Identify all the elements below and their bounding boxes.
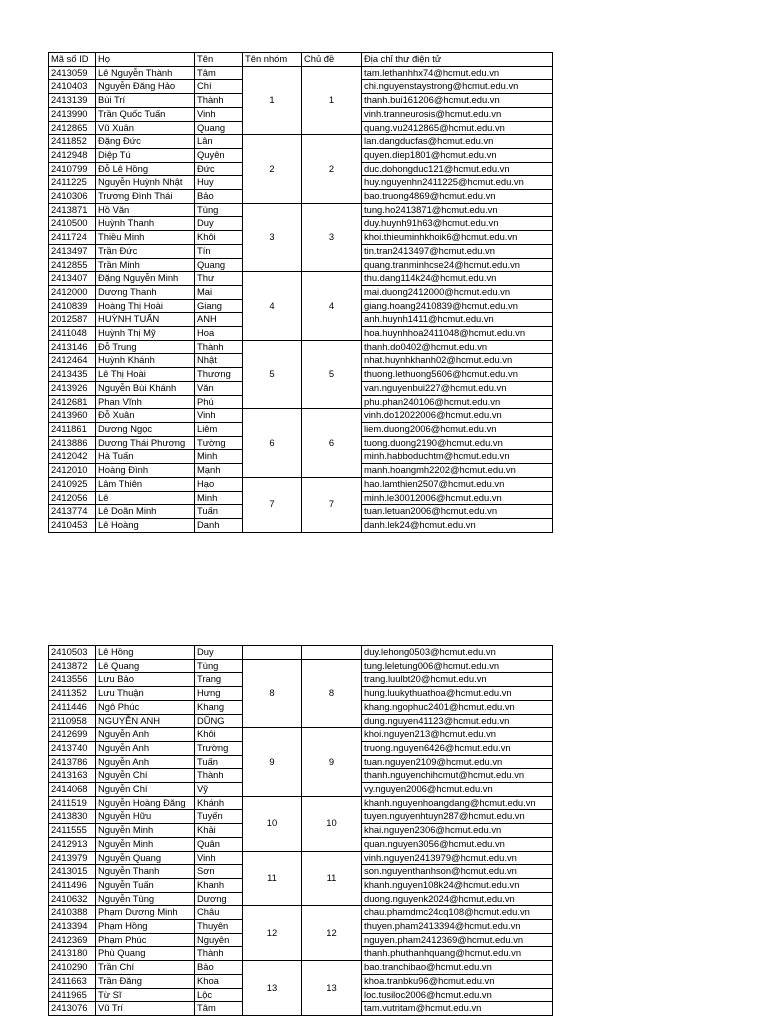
email-cell: tuong.duong2190@hcmut.edu.vn — [362, 436, 553, 450]
student-id-cell: 2412681 — [49, 395, 96, 409]
email-cell: tam.lethanhhx74@hcmut.edu.vn — [362, 66, 553, 80]
table-row — [49, 203, 553, 217]
last-name-cell: Dương Thái Phương — [96, 436, 195, 450]
student-id-cell: 2412855 — [49, 258, 96, 272]
last-name-cell: Bùi Trí — [96, 94, 195, 108]
table-row — [49, 340, 553, 354]
last-name-cell: Từ Sĩ — [96, 988, 195, 1002]
student-id-cell: 2413435 — [49, 368, 96, 382]
email-cell: tam.vutritam@hcmut.edu.vn — [362, 1002, 553, 1016]
email-cell: thu.dang114k24@hcmut.edu.vn — [362, 272, 553, 286]
last-name-cell: Nguyễn Huỳnh Nhật — [96, 176, 195, 190]
email-cell: huy.nguyenhn2411225@hcmut.edu.vn — [362, 176, 553, 190]
student-id-cell: 2413886 — [49, 436, 96, 450]
last-name-cell: Dương Ngọc — [96, 422, 195, 436]
table-row — [49, 66, 553, 80]
column-header: Họ — [96, 53, 195, 67]
student-id-cell: 2413146 — [49, 340, 96, 354]
student-id-cell: 2413497 — [49, 244, 96, 258]
last-name-cell: Thiều Minh — [96, 231, 195, 245]
last-name-cell: HUỲNH TUẤN — [96, 313, 195, 327]
student-id-cell: 2411724 — [49, 231, 96, 245]
last-name-cell: Trương Đình Thái — [96, 190, 195, 204]
last-name-cell: Huỳnh Thanh — [96, 217, 195, 231]
first-name-cell: Minh — [195, 491, 243, 505]
first-name-cell: Quyên — [195, 148, 243, 162]
last-name-cell: Nguyễn Đăng Hảo — [96, 80, 195, 94]
email-cell: duc.dohongduc121@hcmut.edu.vn — [362, 162, 553, 176]
first-name-cell: Đức — [195, 162, 243, 176]
first-name-cell: Tuấn — [195, 755, 243, 769]
student-id-cell: 2413015 — [49, 865, 96, 879]
email-cell: khang.ngophuc2401@hcmut.edu.vn — [362, 700, 553, 714]
last-name-cell: Trần Đăng — [96, 974, 195, 988]
first-name-cell: Vinh — [195, 851, 243, 865]
first-name-cell: Thành — [195, 94, 243, 108]
email-cell: khoi.thieuminhkhoik6@hcmut.edu.vn — [362, 231, 553, 245]
student-id-cell: 2410388 — [49, 906, 96, 920]
email-cell: tuan.letuan2006@hcmut.edu.vn — [362, 505, 553, 519]
student-id-cell: 2413076 — [49, 1002, 96, 1016]
first-name-cell: Chí — [195, 80, 243, 94]
group-name-cell: 10 — [243, 796, 302, 851]
group-name-cell: 6 — [243, 409, 302, 478]
last-name-cell: Nguyễn Anh — [96, 728, 195, 742]
last-name-cell: Ngô Phúc — [96, 700, 195, 714]
student-id-cell: 2413871 — [49, 203, 96, 217]
student-id-cell: 2411352 — [49, 687, 96, 701]
topic-cell: 13 — [302, 961, 362, 1016]
student-id-cell: 2413926 — [49, 381, 96, 395]
first-name-cell: Khánh — [195, 796, 243, 810]
email-cell: hao.lamthien2507@hcmut.edu.vn — [362, 477, 553, 491]
last-name-cell: Nguyễn Tuấn — [96, 878, 195, 892]
student-id-cell: 2412056 — [49, 491, 96, 505]
first-name-cell: Duy — [195, 646, 243, 660]
table-row — [49, 135, 553, 149]
topic-cell: 7 — [302, 477, 362, 532]
column-header: Tên nhóm — [243, 53, 302, 67]
first-name-cell: Tùng — [195, 203, 243, 217]
student-id-cell: 2411555 — [49, 824, 96, 838]
student-id-cell: 2411663 — [49, 974, 96, 988]
student-id-cell: 2410403 — [49, 80, 96, 94]
table-row — [49, 796, 553, 810]
student-id-cell: 2413740 — [49, 741, 96, 755]
first-name-cell: Bảo — [195, 961, 243, 975]
topic-cell: 11 — [302, 851, 362, 906]
last-name-cell: Vũ Xuân — [96, 121, 195, 135]
group-name-cell — [243, 646, 302, 660]
student-id-cell: 2412699 — [49, 728, 96, 742]
table-row — [49, 409, 553, 423]
first-name-cell: Tín — [195, 244, 243, 258]
first-name-cell: Minh — [195, 450, 243, 464]
student-id-cell: 2413872 — [49, 659, 96, 673]
first-name-cell: Thành — [195, 769, 243, 783]
student-id-cell: 2413180 — [49, 947, 96, 961]
student-id-cell: 2410453 — [49, 518, 96, 532]
last-name-cell: Vũ Trí — [96, 1002, 195, 1016]
email-cell: chau.phamdmc24cq108@hcmut.edu.vn — [362, 906, 553, 920]
email-cell: quan.nguyen3056@hcmut.edu.vn — [362, 837, 553, 851]
group-name-cell: 2 — [243, 135, 302, 204]
email-cell: chi.nguyenstaystrong@hcmut.edu.vn — [362, 80, 553, 94]
last-name-cell: Trần Đức — [96, 244, 195, 258]
last-name-cell: Phạm Phúc — [96, 933, 195, 947]
first-name-cell: Tuyến — [195, 810, 243, 824]
first-name-cell: Lân — [195, 135, 243, 149]
email-cell: khanh.nguyen108k24@hcmut.edu.vn — [362, 878, 553, 892]
first-name-cell: Thuyên — [195, 920, 243, 934]
email-cell: tuan.nguyen2109@hcmut.edu.vn — [362, 755, 553, 769]
last-name-cell: Đỗ Lê Hồng — [96, 162, 195, 176]
email-cell: liem.duong2006@hcmut.edu.vn — [362, 422, 553, 436]
first-name-cell: Châu — [195, 906, 243, 920]
last-name-cell: Nguyễn Minh — [96, 837, 195, 851]
first-name-cell: Thành — [195, 340, 243, 354]
email-cell: vinh.do12022006@hcmut.edu.vn — [362, 409, 553, 423]
email-cell: quyen.diep1801@hcmut.edu.vn — [362, 148, 553, 162]
topic-cell: 6 — [302, 409, 362, 478]
student-id-cell: 2413407 — [49, 272, 96, 286]
first-name-cell: Tùng — [195, 659, 243, 673]
last-name-cell: Hồ Văn — [96, 203, 195, 217]
first-name-cell: Phú — [195, 395, 243, 409]
first-name-cell: Sơn — [195, 865, 243, 879]
email-cell: khanh.nguyenhoangdang@hcmut.edu.vn — [362, 796, 553, 810]
last-name-cell: Trần Minh — [96, 258, 195, 272]
email-cell: hung.luukythuathoa@hcmut.edu.vn — [362, 687, 553, 701]
last-name-cell: Lưu Thuận — [96, 687, 195, 701]
email-cell: quang.tranminhcse24@hcmut.edu.vn — [362, 258, 553, 272]
email-cell: truong.nguyen6426@hcmut.edu.vn — [362, 741, 553, 755]
first-name-cell: Huy — [195, 176, 243, 190]
column-header: Chủ đề — [302, 53, 362, 67]
email-cell: vy.nguyen2006@hcmut.edu.vn — [362, 783, 553, 797]
first-name-cell: Trang — [195, 673, 243, 687]
student-id-cell: 2413979 — [49, 851, 96, 865]
group-name-cell: 8 — [243, 659, 302, 728]
student-id-cell: 2410839 — [49, 299, 96, 313]
email-cell: thanh.do0402@hcmut.edu.vn — [362, 340, 553, 354]
first-name-cell: Nhật — [195, 354, 243, 368]
last-name-cell: Trần Chí — [96, 961, 195, 975]
student-id-cell: 2411852 — [49, 135, 96, 149]
student-id-cell: 2411519 — [49, 796, 96, 810]
first-name-cell: Dương — [195, 892, 243, 906]
email-cell: thuong.lethuong5606@hcmut.edu.vn — [362, 368, 553, 382]
email-cell: mai.duong2412000@hcmut.edu.vn — [362, 285, 553, 299]
first-name-cell: DŨNG — [195, 714, 243, 728]
student-id-cell: 2410306 — [49, 190, 96, 204]
first-name-cell: Thư — [195, 272, 243, 286]
last-name-cell: Huỳnh Khánh — [96, 354, 195, 368]
student-id-cell: 2413163 — [49, 769, 96, 783]
first-name-cell: Vỹ — [195, 783, 243, 797]
student-id-cell: 2412000 — [49, 285, 96, 299]
student-id-cell: 2412369 — [49, 933, 96, 947]
email-cell: giang.hoang2410839@hcmut.edu.vn — [362, 299, 553, 313]
last-name-cell: Lưu Bảo — [96, 673, 195, 687]
last-name-cell: Đặng Nguyễn Minh — [96, 272, 195, 286]
last-name-cell: Lâm Thiên — [96, 477, 195, 491]
last-name-cell: Lê — [96, 491, 195, 505]
email-cell: thanh.nguyenchihcmut@hcmut.edu.vn — [362, 769, 553, 783]
email-cell: dung.nguyen41123@hcmut.edu.vn — [362, 714, 553, 728]
email-cell: quang.vu2412865@hcmut.edu.vn — [362, 121, 553, 135]
email-cell: duy.huynh91h63@hcmut.edu.vn — [362, 217, 553, 231]
first-name-cell: Khải — [195, 824, 243, 838]
last-name-cell: Nguyễn Bùi Khánh — [96, 381, 195, 395]
email-cell: danh.lek24@hcmut.edu.vn — [362, 518, 553, 532]
student-id-cell: 2413556 — [49, 673, 96, 687]
email-cell: bao.truong4869@hcmut.edu.vn — [362, 190, 553, 204]
first-name-cell: Thành — [195, 947, 243, 961]
email-cell: thanh.phuthanhquang@hcmut.edu.vn — [362, 947, 553, 961]
first-name-cell: Tuấn — [195, 505, 243, 519]
last-name-cell: Lê Hoàng — [96, 518, 195, 532]
first-name-cell: Giang — [195, 299, 243, 313]
student-id-cell: 2414068 — [49, 783, 96, 797]
last-name-cell: Trần Quốc Tuấn — [96, 107, 195, 121]
last-name-cell: Hà Tuấn — [96, 450, 195, 464]
email-cell: loc.tusiloc2006@hcmut.edu.vn — [362, 988, 553, 1002]
last-name-cell: Nguyễn Quang — [96, 851, 195, 865]
email-cell: tung.ho2413871@hcmut.edu.vn — [362, 203, 553, 217]
topic-cell: 3 — [302, 203, 362, 272]
last-name-cell: Nguyễn Anh — [96, 741, 195, 755]
first-name-cell: Tường — [195, 436, 243, 450]
table-header-row — [49, 53, 553, 67]
student-id-cell: 2413830 — [49, 810, 96, 824]
email-cell: manh.hoangmh2202@hcmut.edu.vn — [362, 464, 553, 478]
first-name-cell: Duy — [195, 217, 243, 231]
last-name-cell: Đặng Đức — [96, 135, 195, 149]
last-name-cell: Lê Quang — [96, 659, 195, 673]
first-name-cell: Tâm — [195, 66, 243, 80]
last-name-cell: Đỗ Xuân — [96, 409, 195, 423]
last-name-cell: Nguyễn Hoàng Đăng — [96, 796, 195, 810]
student-id-cell: 2412948 — [49, 148, 96, 162]
student-id-cell: 2411446 — [49, 700, 96, 714]
first-name-cell: Mai — [195, 285, 243, 299]
group-name-cell: 13 — [243, 961, 302, 1016]
student-id-cell: 2413394 — [49, 920, 96, 934]
first-name-cell: Văn — [195, 381, 243, 395]
first-name-cell: Hưng — [195, 687, 243, 701]
student-id-cell: 2413059 — [49, 66, 96, 80]
last-name-cell: Đỗ Trung — [96, 340, 195, 354]
email-cell: khai.nguyen2306@hcmut.edu.vn — [362, 824, 553, 838]
email-cell: trang.luulbt20@hcmut.edu.vn — [362, 673, 553, 687]
student-id-cell: 2412464 — [49, 354, 96, 368]
email-cell: son.nguyenthanhson@hcmut.edu.vn — [362, 865, 553, 879]
last-name-cell: Lê Thị Hoài — [96, 368, 195, 382]
last-name-cell: Nguyễn Tùng — [96, 892, 195, 906]
first-name-cell: Vinh — [195, 107, 243, 121]
last-name-cell: Lê Nguyễn Thành — [96, 66, 195, 80]
column-header: Mã số ID — [49, 53, 96, 67]
email-cell: duong.nguyenk2024@hcmut.edu.vn — [362, 892, 553, 906]
table-row — [49, 477, 553, 491]
group-name-cell: 3 — [243, 203, 302, 272]
topic-cell: 1 — [302, 66, 362, 135]
student-id-cell: 2410290 — [49, 961, 96, 975]
group-name-cell: 4 — [243, 272, 302, 341]
first-name-cell: Khanh — [195, 878, 243, 892]
student-id-cell: 2411225 — [49, 176, 96, 190]
last-name-cell: Nguyễn Chí — [96, 783, 195, 797]
student-id-cell: 2411048 — [49, 327, 96, 341]
topic-cell: 2 — [302, 135, 362, 204]
student-id-cell: 2412010 — [49, 464, 96, 478]
last-name-cell: Phạm Hồng — [96, 920, 195, 934]
student-table-2 — [48, 645, 553, 1016]
table-row — [49, 851, 553, 865]
first-name-cell: Khôi — [195, 728, 243, 742]
email-cell: khoa.tranbku96@hcmut.edu.vn — [362, 974, 553, 988]
last-name-cell: Nguyễn Anh — [96, 755, 195, 769]
first-name-cell: Hạo — [195, 477, 243, 491]
group-name-cell: 1 — [243, 66, 302, 135]
last-name-cell: Dương Thanh — [96, 285, 195, 299]
first-name-cell: Khoa — [195, 974, 243, 988]
student-id-cell: 2413139 — [49, 94, 96, 108]
student-id-cell: 2410632 — [49, 892, 96, 906]
email-cell: minh.habboduchtm@hcmut.edu.vn — [362, 450, 553, 464]
table-row — [49, 646, 553, 660]
last-name-cell: Hoàng Thị Hoài — [96, 299, 195, 313]
first-name-cell: Trường — [195, 741, 243, 755]
last-name-cell: Lê Doãn Minh — [96, 505, 195, 519]
first-name-cell: Khôi — [195, 231, 243, 245]
student-id-cell: 2410503 — [49, 646, 96, 660]
first-name-cell: Bảo — [195, 190, 243, 204]
topic-cell — [302, 646, 362, 660]
student-id-cell: 2410500 — [49, 217, 96, 231]
table-row — [49, 659, 553, 673]
email-cell: lan.dangducfas@hcmut.edu.vn — [362, 135, 553, 149]
group-name-cell: 7 — [243, 477, 302, 532]
first-name-cell: Thương — [195, 368, 243, 382]
column-header: Tên — [195, 53, 243, 67]
email-cell: vinh.nguyen2413979@hcmut.edu.vn — [362, 851, 553, 865]
topic-cell: 10 — [302, 796, 362, 851]
email-cell: anh.huynh1411@hcmut.edu.vn — [362, 313, 553, 327]
last-name-cell: Phạm Dương Minh — [96, 906, 195, 920]
last-name-cell: Nguyễn Thanh — [96, 865, 195, 879]
last-name-cell: Diệp Tú — [96, 148, 195, 162]
student-id-cell: 2412865 — [49, 121, 96, 135]
email-cell: hoa.huynhhoa2411048@hcmut.edu.vn — [362, 327, 553, 341]
last-name-cell: Hoàng Đình — [96, 464, 195, 478]
first-name-cell: ANH — [195, 313, 243, 327]
student-id-cell: 2012587 — [49, 313, 96, 327]
email-cell: van.nguyenbui227@hcmut.edu.vn — [362, 381, 553, 395]
last-name-cell: Phù Quang — [96, 947, 195, 961]
last-name-cell: Nguyễn Minh — [96, 824, 195, 838]
topic-cell: 8 — [302, 659, 362, 728]
table-row — [49, 961, 553, 975]
email-cell: thuyen.pham2413394@hcmut.edu.vn — [362, 920, 553, 934]
first-name-cell: Nguyên — [195, 933, 243, 947]
student-id-cell: 2411861 — [49, 422, 96, 436]
email-cell: khoi.nguyen213@hcmut.edu.vn — [362, 728, 553, 742]
first-name-cell: Hoa — [195, 327, 243, 341]
first-name-cell: Tâm — [195, 1002, 243, 1016]
first-name-cell: Lộc — [195, 988, 243, 1002]
student-id-cell: 2410799 — [49, 162, 96, 176]
email-cell: nhat.huynhkhanh02@hcmut.edu.vn — [362, 354, 553, 368]
student-table-1 — [48, 52, 553, 533]
last-name-cell: Huỳnh Thị Mỹ — [96, 327, 195, 341]
email-cell: bao.tranchibao@hcmut.edu.vn — [362, 961, 553, 975]
group-name-cell: 11 — [243, 851, 302, 906]
first-name-cell: Liêm — [195, 422, 243, 436]
student-id-cell: 2411965 — [49, 988, 96, 1002]
first-name-cell: Vinh — [195, 409, 243, 423]
student-id-cell: 2413774 — [49, 505, 96, 519]
column-header: Địa chỉ thư điện tử — [362, 53, 553, 67]
first-name-cell: Quân — [195, 837, 243, 851]
student-id-cell: 2413960 — [49, 409, 96, 423]
group-name-cell: 12 — [243, 906, 302, 961]
email-cell: phu.phan240106@hcmut.edu.vn — [362, 395, 553, 409]
email-cell: duy.lehong0503@hcmut.edu.vn — [362, 646, 553, 660]
first-name-cell: Mạnh — [195, 464, 243, 478]
student-id-cell: 2110958 — [49, 714, 96, 728]
first-name-cell: Quang — [195, 258, 243, 272]
email-cell: tung.leletung006@hcmut.edu.vn — [362, 659, 553, 673]
last-name-cell: Phan Vĩnh — [96, 395, 195, 409]
student-id-cell: 2412042 — [49, 450, 96, 464]
group-name-cell: 5 — [243, 340, 302, 409]
last-name-cell: Lê Hồng — [96, 646, 195, 660]
topic-cell: 4 — [302, 272, 362, 341]
table-row — [49, 906, 553, 920]
student-id-cell: 2411496 — [49, 878, 96, 892]
student-id-cell: 2412913 — [49, 837, 96, 851]
email-cell: tuyen.nguyenhtuyn287@hcmut.edu.vn — [362, 810, 553, 824]
last-name-cell: NGUYỄN ANH — [96, 714, 195, 728]
email-cell: tin.tran2413497@hcmut.edu.vn — [362, 244, 553, 258]
group-name-cell: 9 — [243, 728, 302, 797]
table-row — [49, 272, 553, 286]
first-name-cell: Danh — [195, 518, 243, 532]
email-cell: vinh.tranneurosis@hcmut.edu.vn — [362, 107, 553, 121]
topic-cell: 9 — [302, 728, 362, 797]
student-id-cell: 2413786 — [49, 755, 96, 769]
last-name-cell: Nguyễn Hữu — [96, 810, 195, 824]
student-id-cell: 2413990 — [49, 107, 96, 121]
last-name-cell: Nguyễn Chí — [96, 769, 195, 783]
email-cell: thanh.bui161206@hcmut.edu.vn — [362, 94, 553, 108]
first-name-cell: Quang — [195, 121, 243, 135]
table-row — [49, 728, 553, 742]
student-id-cell: 2410925 — [49, 477, 96, 491]
first-name-cell: Khang — [195, 700, 243, 714]
email-cell: minh.le30012006@hcmut.edu.vn — [362, 491, 553, 505]
topic-cell: 12 — [302, 906, 362, 961]
email-cell: nguyen.pham2412369@hcmut.edu.vn — [362, 933, 553, 947]
topic-cell: 5 — [302, 340, 362, 409]
